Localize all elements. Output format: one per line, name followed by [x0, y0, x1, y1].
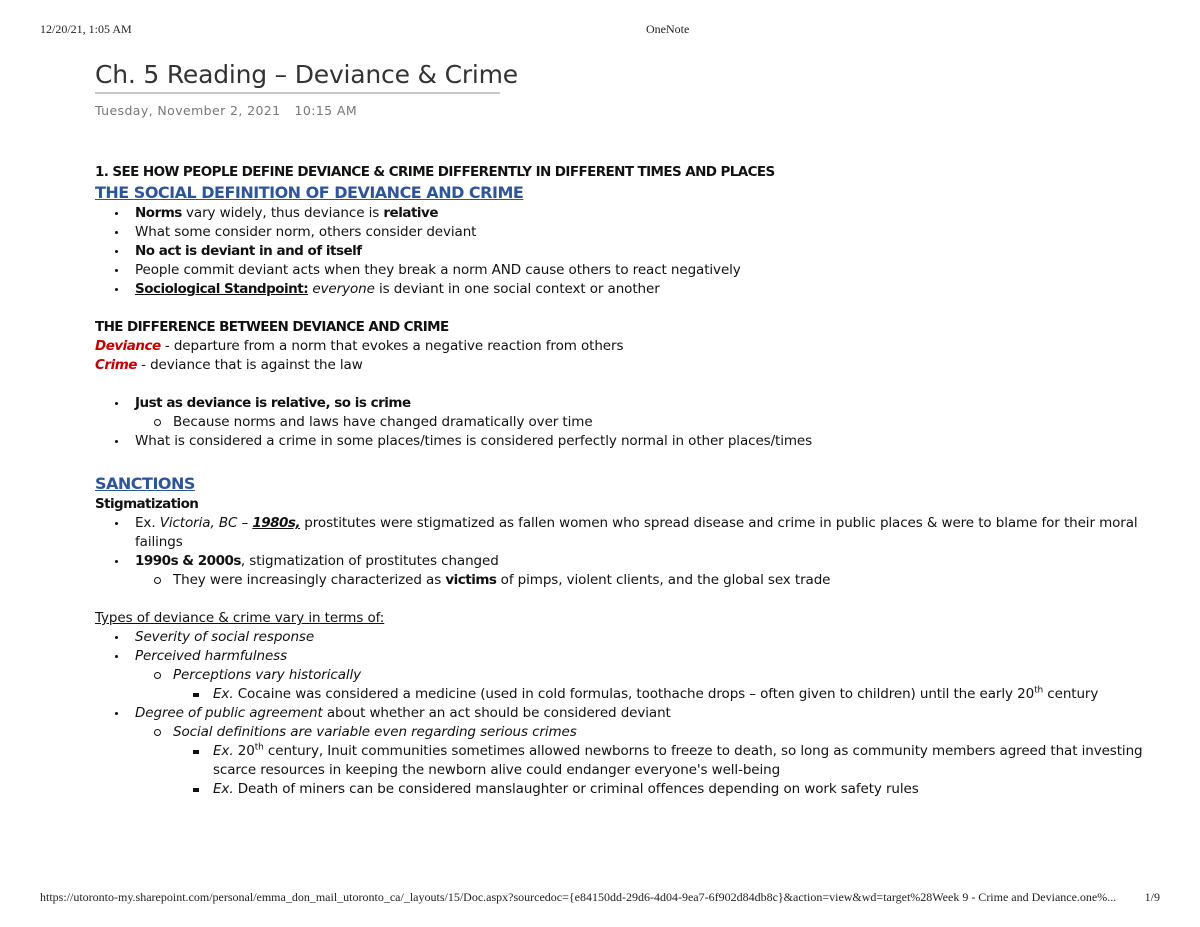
social-definition-heading: THE SOCIAL DEFINITION OF DEVIANCE AND CRIME — [95, 183, 524, 202]
list-item: They were increasingly characterized as victims of pimps, violent clients, and the global sex trade — [95, 571, 1155, 590]
print-footer — [0, 890, 1200, 906]
social-definition-list — [95, 204, 1155, 299]
note-page — [95, 60, 1155, 799]
list-item: Because norms and laws have changed dramatically over time — [95, 413, 1155, 432]
sanctions-list — [95, 514, 1155, 590]
difference-heading: THE DIFFERENCE BETWEEN DEVIANCE AND CRIME — [95, 319, 449, 335]
list-item: 1990s & 2000s, stigmatization of prostitutes changed They were increasingly characterized as victims of pimps, violent clients, and the global sex trade — [95, 552, 1155, 590]
page-date: Tuesday, November 2, 2021 — [95, 103, 281, 118]
list-item: Norms vary widely, thus deviance is relative — [95, 204, 1155, 223]
print-url[interactable]: https://utoronto-my.sharepoint.com/personal/emma_don_mail_utoronto_ca/_layouts/15/Doc.aspx?sourcedoc={e84150dd-29d6-4d04-9ea7-6f902d84db8c}&action=view&wd=target%28Week 9 - Crime and Deviance.one%... — [40, 890, 1117, 904]
crime-definition: Crime - deviance that is against the law — [95, 357, 363, 373]
sanctions-heading: SANCTIONS — [95, 474, 195, 493]
note-body — [95, 163, 1155, 799]
list-item: Just as deviance is relative, so is crime Because norms and laws have changed dramatically over time — [95, 394, 1155, 432]
stigmatization-heading: Stigmatization — [95, 496, 199, 512]
print-page-number: 1/9 — [1144, 890, 1160, 904]
print-app-name: OneNote — [646, 22, 690, 36]
types-heading: Types of deviance & crime vary in terms of: — [95, 610, 385, 626]
list-item: Ex. Victoria, BC – 1980s, prostitutes were stigmatized as fallen women who spread disease and crime in public places & were to blame for their moral failings — [95, 514, 1155, 552]
page-title: Ch. 5 Reading – Deviance & Crime — [95, 60, 500, 94]
list-item: Severity of social response — [95, 628, 1155, 647]
print-header — [0, 22, 1200, 38]
section1-heading: 1. SEE HOW PEOPLE DEFINE DEVIANCE & CRIME DIFFERENTLY IN DIFFERENT TIMES AND PLACES — [95, 164, 775, 180]
list-item: Ex. Death of miners can be considered manslaughter or criminal offences depending on work safety rules — [95, 780, 1155, 799]
list-item: Degree of public agreement about whether an act should be considered deviant Social definitions are variable even regarding serious crimes Ex. 20th century, Inuit communities sometimes allowed newborns to freeze to death, so long as community members agreed that investing scarce resources in keeping the newborn alive could endanger everyone's well-being Ex. Death of miners can be considered manslaughter or criminal offences depending on work safety rules — [95, 704, 1155, 799]
list-item: What some consider norm, others consider deviant — [95, 223, 1155, 242]
list-item: Perceptions vary historically Ex. Cocaine was considered a medicine (used in cold formulas, toothache drops – often given to children) until the early 20th century — [95, 666, 1155, 704]
list-item: Sociological Standpoint: everyone is deviant in one social context or another — [95, 280, 1155, 299]
list-item: What is considered a crime in some places/times is considered perfectly normal in other places/times — [95, 432, 1155, 451]
page-date-line — [95, 103, 1155, 118]
list-item: Ex. Cocaine was considered a medicine (used in cold formulas, toothache drops – often given to children) until the early 20th century — [95, 685, 1155, 704]
types-list — [95, 628, 1155, 799]
list-item: People commit deviant acts when they break a norm AND cause others to react negatively — [95, 261, 1155, 280]
list-item: No act is deviant in and of itself — [95, 242, 1155, 261]
list-item: Ex. 20th century, Inuit communities sometimes allowed newborns to freeze to death, so long as community members agreed that investing scarce resources in keeping the newborn alive could endanger everyone's well-being — [95, 742, 1155, 780]
deviance-definition: Deviance - departure from a norm that evokes a negative reaction from others — [95, 338, 624, 354]
difference-list — [95, 394, 1155, 451]
page-time: 10:15 AM — [294, 103, 358, 118]
print-datetime: 12/20/21, 1:05 AM — [40, 22, 132, 36]
list-item: Social definitions are variable even regarding serious crimes Ex. 20th century, Inuit communities sometimes allowed newborns to freeze to death, so long as community members agreed that investing scarce resources in keeping the newborn alive could endanger everyone's well-being Ex. Death of miners can be considered manslaughter or criminal offences depending on work safety rules — [95, 723, 1155, 799]
list-item: Perceived harmfulness Perceptions vary historically Ex. Cocaine was considered a medicine (used in cold formulas, toothache drops – often given to children) until the early 20th century — [95, 647, 1155, 704]
